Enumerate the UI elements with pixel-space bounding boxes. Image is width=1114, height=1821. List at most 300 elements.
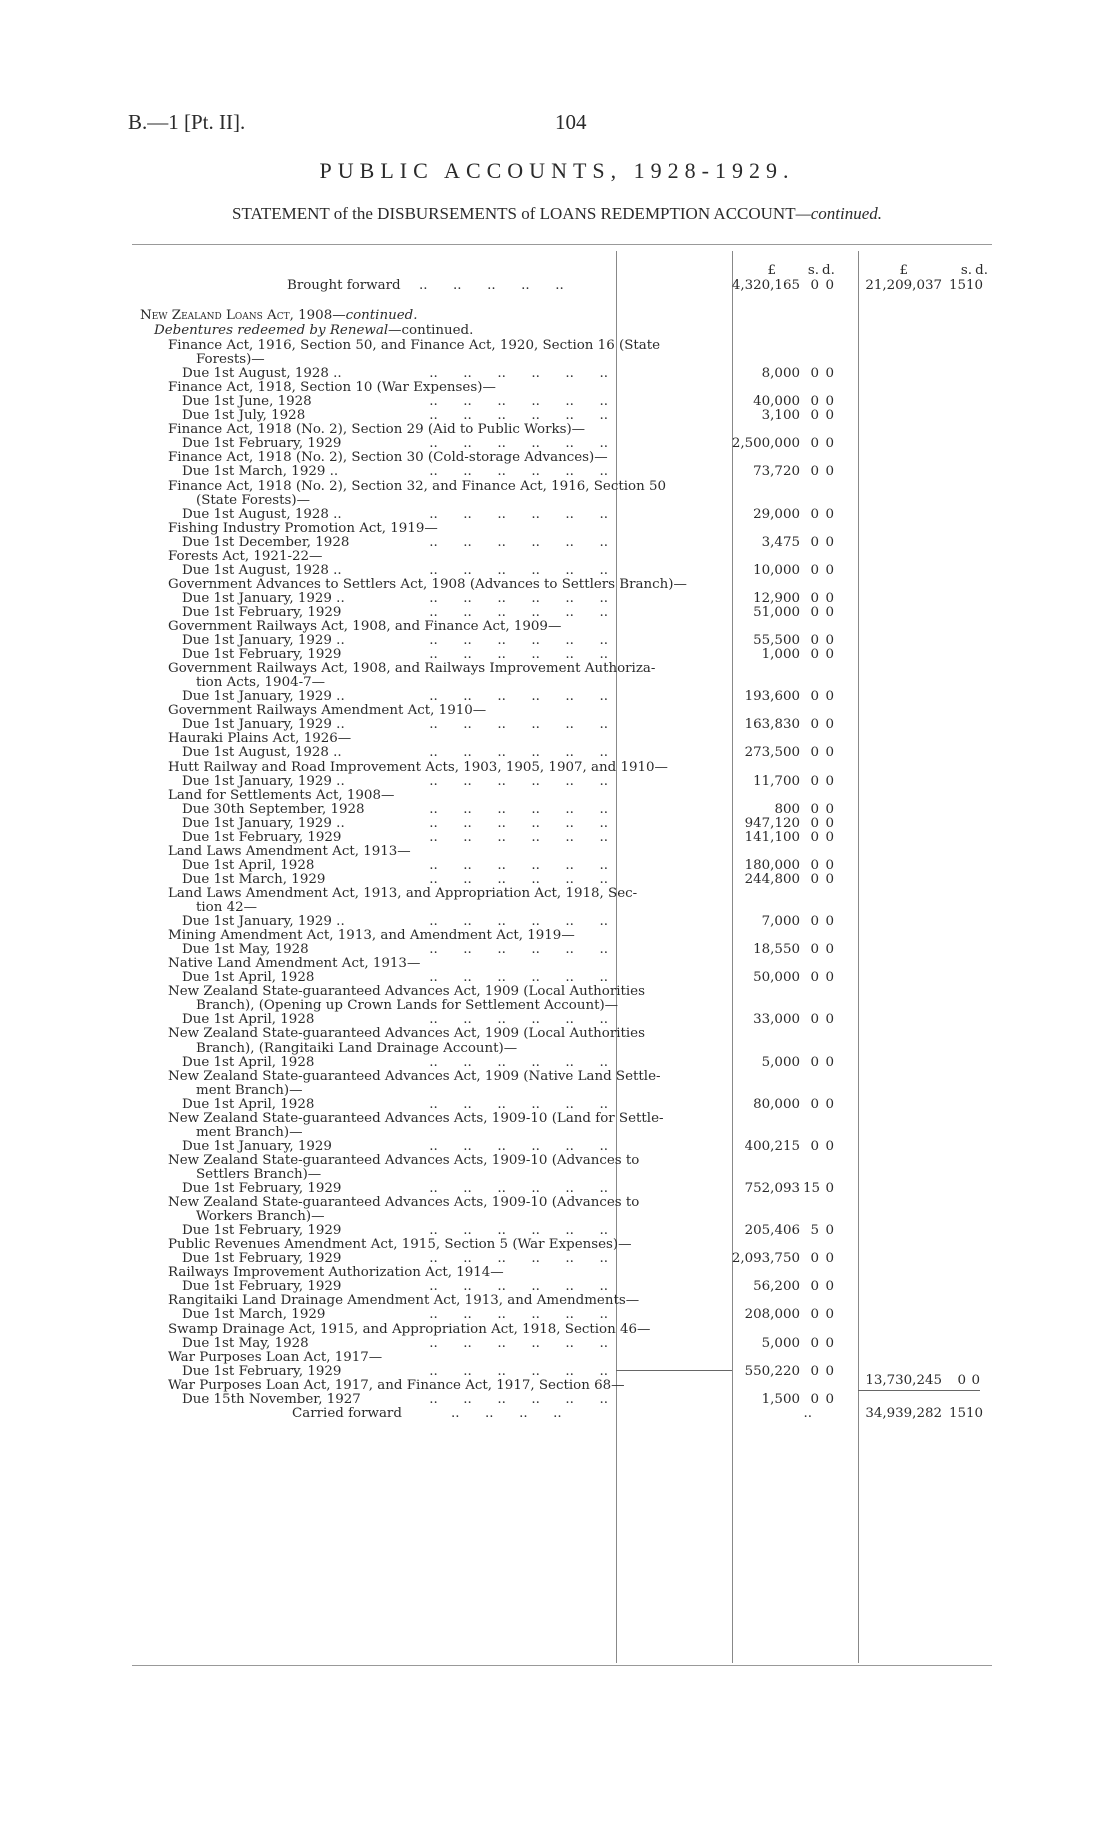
brought-forward-label: Brought forward xyxy=(287,278,401,293)
total-shillings: 15 xyxy=(948,278,966,293)
amount-shillings: 0 xyxy=(810,871,819,887)
act-heading-line xyxy=(132,1069,992,1084)
leader-dots: .. .. .. .. .. .. xyxy=(429,829,608,845)
debentures-renewal: Debentures redeemed by Renewal xyxy=(154,323,389,338)
due-date-label: Due 1st August, 1928 .. xyxy=(182,745,342,761)
amount-shillings: 0 xyxy=(810,970,819,986)
disbursement-entry xyxy=(132,647,992,662)
act-heading-line xyxy=(132,661,992,676)
act-description: Mining Amendment Act, 1913, and Amendment Act, 1919— xyxy=(168,928,575,944)
amount-pence: 0 xyxy=(825,1391,834,1407)
amount-pence: 0 xyxy=(825,633,834,649)
due-date-label: Due 1st December, 1928 xyxy=(182,534,350,550)
amount-pounds: 947,120 xyxy=(744,815,800,831)
amount-pence: 0 xyxy=(825,745,834,761)
act-description: Hutt Railway and Road Improvement Acts, 1903, 1905, 1907, and 1910— xyxy=(168,759,668,775)
amount-pence: 0 xyxy=(825,773,834,789)
act-description: ment Branch)— xyxy=(196,1082,303,1098)
act-description: tion 42— xyxy=(196,900,258,915)
act-heading-line xyxy=(132,675,992,690)
due-date-label: Due 30th September, 1928 xyxy=(182,801,365,817)
amount-pence: 0 xyxy=(825,590,834,606)
act-heading-line xyxy=(132,577,992,592)
amount-shillings: 0 xyxy=(810,590,819,606)
pound-heading: £ xyxy=(767,263,776,278)
due-date-label: Due 1st January, 1929 xyxy=(182,1138,332,1154)
leader-dots: .. .. .. .. .. xyxy=(419,278,564,293)
leader-dots: .. .. .. .. .. .. xyxy=(429,408,608,424)
act-heading-line xyxy=(132,1195,992,1210)
amount-pounds: 40,000 xyxy=(753,394,800,410)
due-date-label: Due 1st February, 1929 xyxy=(182,829,342,845)
act-description: Land Laws Amendment Act, 1913, and Appropriation Act, 1918, Sec- xyxy=(168,885,638,901)
amount-pounds: 193,600 xyxy=(744,689,800,705)
due-date-label: Due 1st February, 1929 xyxy=(182,647,342,663)
act-heading-line xyxy=(132,984,992,999)
carried-forward-label: Carried forward xyxy=(292,1406,402,1421)
act-description: ment Branch)— xyxy=(196,1124,303,1140)
total-rule xyxy=(858,1390,980,1391)
act-description: Branch), (Opening up Crown Lands for Settlement Account)— xyxy=(196,998,619,1014)
leader-dots: .. .. .. .. .. .. xyxy=(429,1012,608,1028)
act-heading-line xyxy=(132,1026,992,1041)
pence-heading: d. xyxy=(975,263,988,278)
statement-subtitle xyxy=(0,204,1114,224)
act-heading-line xyxy=(132,1083,992,1098)
leader-dots: .. .. .. .. .. .. xyxy=(429,534,608,550)
due-date-label: Due 1st February, 1929 xyxy=(182,1223,342,1239)
amount-shillings: 0 xyxy=(810,815,819,831)
act-heading-line xyxy=(132,549,992,564)
shilling-heading: s. xyxy=(807,263,819,278)
disbursement-entry xyxy=(132,942,992,957)
act-heading-line xyxy=(132,1153,992,1168)
act-heading-line xyxy=(132,422,992,437)
disbursement-entry xyxy=(132,717,992,732)
act-heading-line xyxy=(132,900,992,915)
leader-dots: .. .. .. .. .. .. xyxy=(429,1251,608,1267)
amount-pounds: 80,000 xyxy=(753,1096,800,1112)
amount-pence: 0 xyxy=(825,604,834,620)
disbursement-entry xyxy=(132,1336,992,1351)
amount-pounds: 550,220 xyxy=(744,1363,800,1379)
leader-dots: .. .. .. .. .. .. xyxy=(429,366,608,382)
disbursement-entry xyxy=(132,436,992,451)
amount-shillings: 0 xyxy=(810,436,819,452)
amount-pence: 0 xyxy=(825,1138,834,1154)
leader-dots: .. .. .. .. .. .. xyxy=(429,1223,608,1239)
act-description: War Purposes Loan Act, 1917, and Finance Act, 1917, Section 68— xyxy=(168,1377,625,1393)
amount-shillings: 0 xyxy=(810,773,819,789)
amount-pence: 0 xyxy=(825,689,834,705)
amount-pence: 0 xyxy=(825,1223,834,1239)
act-heading-line xyxy=(132,1125,992,1140)
due-date-label: Due 1st August, 1928 .. xyxy=(182,562,342,578)
leader-dots: .. .. .. .. .. .. xyxy=(429,801,608,817)
amount-pounds: 1,500 xyxy=(761,1391,800,1407)
leader-dots: .. .. .. .. .. .. xyxy=(429,1096,608,1112)
amount-shillings: 0 xyxy=(810,366,819,382)
leader-dots: .. .. .. .. .. .. xyxy=(429,604,608,620)
due-date-label: Due 1st April, 1928 xyxy=(182,1096,315,1112)
act-description: Native Land Amendment Act, 1913— xyxy=(168,956,421,972)
leader-dots: .. .. .. .. .. .. xyxy=(429,1307,608,1323)
amount-pounds: 51,000 xyxy=(753,604,800,620)
amount-shillings: 0 xyxy=(810,1391,819,1407)
act-heading-line xyxy=(132,338,992,353)
due-date-label: Due 1st April, 1928 xyxy=(182,1012,315,1028)
act-heading-line xyxy=(132,788,992,803)
act-heading-line xyxy=(132,703,992,718)
statement-table xyxy=(132,244,992,1666)
due-date-label: Due 1st August, 1928 .. xyxy=(182,506,342,522)
act-description: New Zealand State-guaranteed Advances Act, 1909 (Local Authorities xyxy=(168,984,645,1000)
act-heading-line xyxy=(132,380,992,395)
amount-shillings: 0 xyxy=(810,829,819,845)
amount-pence: 0 xyxy=(825,1335,834,1351)
page-title: PUBLIC ACCOUNTS, 1928-1929. xyxy=(319,158,795,183)
amount-pounds: 273,500 xyxy=(744,745,800,761)
amount-pounds: 800 xyxy=(774,801,800,817)
amount-pounds: 244,800 xyxy=(744,871,800,887)
total-pence: 0 xyxy=(971,1373,980,1388)
amount-pounds: 208,000 xyxy=(744,1307,800,1323)
amount-shillings: 0 xyxy=(810,914,819,930)
due-date-label: Due 1st March, 1929 xyxy=(182,1307,326,1323)
act-description: War Purposes Loan Act, 1917— xyxy=(168,1349,383,1365)
amount-pounds: 4,320,165 xyxy=(731,278,800,293)
act-description: Finance Act, 1916, Section 50, and Finance Act, 1920, Section 16 (State xyxy=(168,338,661,353)
amount-pounds: 73,720 xyxy=(753,464,800,480)
act-description: Forests)— xyxy=(196,352,265,368)
act-heading-line xyxy=(132,1350,992,1365)
disbursement-entry xyxy=(132,563,992,578)
amount-shillings: 0 xyxy=(810,506,819,522)
leader-dots: .. .. .. .. .. .. xyxy=(429,506,608,522)
amount-pence: 0 xyxy=(825,914,834,930)
amount-pounds: 55,500 xyxy=(753,633,800,649)
act-heading-line xyxy=(132,1265,992,1280)
disbursement-entry xyxy=(132,408,992,423)
act-heading-line xyxy=(132,760,992,775)
amount-shillings: 0 xyxy=(810,1138,819,1154)
due-date-label: Due 1st April, 1928 xyxy=(182,857,315,873)
disbursement-entry xyxy=(132,745,992,760)
act-heading-line xyxy=(132,1293,992,1308)
total-pence: 10 xyxy=(966,1406,984,1421)
act-heading-line xyxy=(132,1209,992,1224)
amount-shillings: 0 xyxy=(810,1251,819,1267)
leader-dots: .. .. .. .. .. .. xyxy=(429,394,608,410)
pound-heading: £ xyxy=(899,263,908,278)
amount-pounds: 8,000 xyxy=(761,366,800,382)
act-heading-line xyxy=(132,998,992,1013)
act-description: (State Forests)— xyxy=(196,492,311,508)
leader-dots: .. .. .. .. xyxy=(451,1406,562,1421)
amount-shillings: 0 xyxy=(810,1096,819,1112)
amount-pounds: 3,100 xyxy=(761,408,800,424)
amount-pounds: 752,093 xyxy=(744,1181,800,1196)
leader-dots: .. .. .. .. .. .. xyxy=(429,1138,608,1154)
leader-dots: .. .. .. .. .. .. xyxy=(429,745,608,761)
amount-pounds: 33,000 xyxy=(753,1012,800,1028)
act-description: New Zealand State-guaranteed Advances Act, 1909 (Native Land Settle- xyxy=(168,1068,661,1084)
due-date-label: Due 1st February, 1929 xyxy=(182,604,342,620)
amount-pence: 0 xyxy=(825,278,834,293)
act-description: Railways Improvement Authorization Act, 1914— xyxy=(168,1265,504,1281)
act-description: New Zealand State-guaranteed Advances Act, 1909 (Local Authorities xyxy=(168,1026,645,1042)
amount-pounds: 205,406 xyxy=(744,1223,800,1239)
amount-pence: 0 xyxy=(825,1307,834,1323)
amount-shillings: 0 xyxy=(810,278,819,293)
act-description: New Zealand State-guaranteed Advances Acts, 1909-10 (Land for Settle- xyxy=(168,1110,664,1126)
leader-dots: .. .. .. .. .. .. xyxy=(429,1391,608,1407)
amount-shillings: 0 xyxy=(810,408,819,424)
total-pounds: 34,939,282 xyxy=(865,1406,942,1421)
act-description: Settlers Branch)— xyxy=(196,1166,322,1182)
due-date-label: Due 1st April, 1928 xyxy=(182,970,315,986)
amount-pence: 0 xyxy=(825,366,834,382)
due-date-label: Due 1st May, 1928 xyxy=(182,942,309,958)
amount-shillings: 0 xyxy=(810,464,819,480)
disbursement-entry xyxy=(132,1055,992,1070)
amount-pence: 0 xyxy=(825,857,834,873)
leader-dots: .. .. .. .. .. .. xyxy=(429,590,608,606)
due-date-label: Due 1st January, 1929 .. xyxy=(182,633,345,649)
due-date-label: Due 1st April, 1928 xyxy=(182,1054,315,1070)
amount-pence: 0 xyxy=(825,408,834,424)
disbursement-entry xyxy=(132,830,992,845)
act-heading-line xyxy=(132,1322,992,1337)
amount-shillings: 0 xyxy=(810,1054,819,1070)
amount-pence: 0 xyxy=(825,1363,834,1379)
amount-placeholder: .. xyxy=(803,1406,812,1421)
act-description: Forests Act, 1921-22— xyxy=(168,548,323,564)
disbursement-entry xyxy=(132,872,992,887)
disbursement-entry xyxy=(132,914,992,929)
amount-pence: 0 xyxy=(825,942,834,958)
act-heading-line xyxy=(132,493,992,508)
subtitle-main: STATEMENT of the DISBURSEMENTS of LOANS REDEMPTION ACCOUNT xyxy=(232,204,796,223)
disbursement-entry xyxy=(132,605,992,620)
leader-dots: .. .. .. .. .. .. xyxy=(429,689,608,705)
subtitle-continued: —continued. xyxy=(795,204,882,223)
due-date-label: Due 1st February, 1929 xyxy=(182,1279,342,1295)
act-heading-line xyxy=(132,956,992,971)
leader-dots: .. .. .. .. .. .. xyxy=(429,1054,608,1070)
disbursement-entry xyxy=(132,1223,992,1238)
amount-pence: 0 xyxy=(825,1181,834,1196)
section-subheading xyxy=(132,323,992,338)
amount-pence: 0 xyxy=(825,815,834,831)
total-shillings: 0 xyxy=(957,1373,966,1388)
act-heading-line xyxy=(132,521,992,536)
amount-pence: 0 xyxy=(825,871,834,887)
document-reference: B.—1 [Pt. II]. xyxy=(128,110,246,134)
amount-pounds: 1,000 xyxy=(761,647,800,663)
act-heading-line xyxy=(132,928,992,943)
disbursement-entry xyxy=(132,591,992,606)
amount-shillings: 0 xyxy=(810,717,819,733)
amount-pence: 0 xyxy=(825,647,834,663)
amount-shillings: 15 xyxy=(803,1181,821,1196)
act-description: Branch), (Rangitaiki Land Drainage Account)— xyxy=(196,1040,518,1056)
shilling-heading: s. xyxy=(960,263,972,278)
amount-pounds: 50,000 xyxy=(753,970,800,986)
due-date-label: Due 1st February, 1929 xyxy=(182,1363,342,1379)
leader-dots: .. .. .. .. .. .. xyxy=(429,562,608,578)
act-description: Finance Act, 1918, Section 10 (War Expenses)— xyxy=(168,380,496,396)
amount-pence: 0 xyxy=(825,436,834,452)
due-date-label: Due 1st January, 1929 .. xyxy=(182,815,345,831)
act-description: Rangitaiki Land Drainage Amendment Act, 1913, and Amendments— xyxy=(168,1293,640,1309)
disbursement-entry xyxy=(132,858,992,873)
leader-dots: .. .. .. .. .. .. xyxy=(429,1363,608,1379)
act-description: Finance Act, 1918 (No. 2), Section 29 (Aid to Public Works)— xyxy=(168,422,586,438)
due-date-label: Due 1st May, 1928 xyxy=(182,1335,309,1351)
amount-shillings: 0 xyxy=(810,1307,819,1323)
disbursement-entry xyxy=(132,1279,992,1294)
act-description: Finance Act, 1918 (No. 2), Section 30 (Cold-storage Advances)— xyxy=(168,450,608,466)
due-date-label: Due 1st February, 1929 xyxy=(182,1251,342,1267)
disbursement-entry xyxy=(132,1307,992,1322)
amount-pounds: 18,550 xyxy=(753,942,800,958)
amount-pence: 0 xyxy=(825,1251,834,1267)
act-heading-line xyxy=(132,352,992,367)
section-total-row xyxy=(132,1373,992,1388)
act-description: Land for Settlements Act, 1908— xyxy=(168,787,395,803)
amount-pounds: 2,093,750 xyxy=(731,1251,800,1267)
act-description: Swamp Drainage Act, 1915, and Appropriation Act, 1918, Section 46— xyxy=(168,1321,651,1337)
disbursement-entry xyxy=(132,507,992,522)
amount-pounds: 56,200 xyxy=(753,1279,800,1295)
disbursement-entry xyxy=(132,366,992,381)
amount-pence: 0 xyxy=(825,1279,834,1295)
amount-shillings: 0 xyxy=(810,857,819,873)
due-date-label: Due 1st March, 1929 .. xyxy=(182,464,339,480)
amount-pounds: 3,475 xyxy=(761,534,800,550)
amount-shillings: 0 xyxy=(810,647,819,663)
disbursement-entry xyxy=(132,1392,992,1407)
act-description: Fishing Industry Promotion Act, 1919— xyxy=(168,520,438,536)
act-heading-line xyxy=(132,844,992,859)
act-heading-line xyxy=(132,619,992,634)
disbursement-entry xyxy=(132,802,992,817)
section-heading xyxy=(132,308,992,323)
amount-shillings: 0 xyxy=(810,633,819,649)
disbursement-entry xyxy=(132,1251,992,1266)
subtotal-rule xyxy=(616,1370,732,1371)
amount-pounds: 5,000 xyxy=(761,1335,800,1351)
disbursement-entry xyxy=(132,1139,992,1154)
act-heading-line xyxy=(132,1041,992,1056)
amount-pence: 0 xyxy=(825,1096,834,1112)
disbursement-entry xyxy=(132,774,992,789)
amount-shillings: 0 xyxy=(810,801,819,817)
disbursement-entry xyxy=(132,689,992,704)
act-continued: —continued. xyxy=(332,308,418,323)
leader-dots: .. .. .. .. .. .. xyxy=(429,633,608,649)
amount-pounds: 180,000 xyxy=(744,857,800,873)
act-heading-line xyxy=(132,450,992,465)
amount-pence: 0 xyxy=(825,717,834,733)
act-description: Workers Branch)— xyxy=(196,1209,325,1225)
amount-pounds: 400,215 xyxy=(744,1138,800,1154)
act-description: New Zealand State-guaranteed Advances Acts, 1909-10 (Advances to xyxy=(168,1195,640,1211)
amount-pence: 0 xyxy=(825,506,834,522)
amount-pence: 0 xyxy=(825,970,834,986)
disbursement-entry xyxy=(132,970,992,985)
column-headings xyxy=(132,263,992,278)
amount-pounds: 29,000 xyxy=(753,506,800,522)
leader-dots: .. .. .. .. .. .. xyxy=(429,1181,608,1196)
act-description: Finance Act, 1918 (No. 2), Section 32, and Finance Act, 1916, Section 50 xyxy=(168,478,666,494)
amount-shillings: 0 xyxy=(810,745,819,761)
disbursement-entry xyxy=(132,535,992,550)
total-shillings: 15 xyxy=(948,1406,966,1421)
amount-shillings: 0 xyxy=(810,1363,819,1379)
leader-dots: .. .. .. .. .. .. xyxy=(429,436,608,452)
act-heading-line xyxy=(132,479,992,494)
page-number: 104 xyxy=(555,110,587,134)
act-heading-line xyxy=(132,731,992,746)
act-description: Government Railways Amendment Act, 1910— xyxy=(168,703,487,719)
leader-dots: .. .. .. .. .. .. xyxy=(429,857,608,873)
leader-dots: .. .. .. .. .. .. xyxy=(429,871,608,887)
leader-dots: .. .. .. .. .. .. xyxy=(429,773,608,789)
amount-shillings: 0 xyxy=(810,1279,819,1295)
amount-pounds: 7,000 xyxy=(761,914,800,930)
amount-shillings: 0 xyxy=(810,604,819,620)
due-date-label: Due 1st February, 1929 xyxy=(182,1181,342,1196)
disbursement-entry xyxy=(132,1181,992,1196)
total-pounds: 21,209,037 xyxy=(865,278,942,293)
carried-forward-row xyxy=(132,1406,992,1421)
amount-shillings: 0 xyxy=(810,1012,819,1028)
amount-pounds: 141,100 xyxy=(744,829,800,845)
act-description: Government Railways Act, 1908, and Railways Improvement Authoriza- xyxy=(168,661,656,677)
due-date-label: Due 1st January, 1929 .. xyxy=(182,914,345,930)
disbursement-entry xyxy=(132,1097,992,1112)
subheading-continued: —continued. xyxy=(388,323,474,338)
act-heading-line xyxy=(132,886,992,901)
due-date-label: Due 15th November, 1927 xyxy=(182,1391,361,1407)
leader-dots: .. .. .. .. .. .. xyxy=(429,970,608,986)
amount-pence: 0 xyxy=(825,464,834,480)
amount-pence: 0 xyxy=(825,829,834,845)
act-description: Land Laws Amendment Act, 1913— xyxy=(168,843,411,859)
act-description: Hauraki Plains Act, 1926— xyxy=(168,731,352,747)
act-description: Government Advances to Settlers Act, 1908 (Advances to Settlers Branch)— xyxy=(168,576,687,592)
total-pounds: 13,730,245 xyxy=(865,1373,942,1388)
amount-shillings: 0 xyxy=(810,689,819,705)
amount-shillings: 0 xyxy=(810,942,819,958)
act-title: New Zealand Loans Act, 1908 xyxy=(140,308,333,323)
amount-pounds: 11,700 xyxy=(753,773,800,789)
amount-pence: 0 xyxy=(825,562,834,578)
act-heading-line xyxy=(132,1167,992,1182)
act-description: Government Railways Act, 1908, and Finance Act, 1909— xyxy=(168,619,562,634)
act-heading-line xyxy=(132,1237,992,1252)
amount-pence: 0 xyxy=(825,1054,834,1070)
leader-dots: .. .. .. .. .. .. xyxy=(429,647,608,663)
act-description: New Zealand State-guaranteed Advances Acts, 1909-10 (Advances to xyxy=(168,1152,640,1168)
due-date-label: Due 1st March, 1929 xyxy=(182,871,326,887)
disbursement-entry xyxy=(132,1012,992,1027)
amount-pounds: 10,000 xyxy=(753,562,800,578)
leader-dots: .. .. .. .. .. .. xyxy=(429,1335,608,1351)
leader-dots: .. .. .. .. .. .. xyxy=(429,942,608,958)
